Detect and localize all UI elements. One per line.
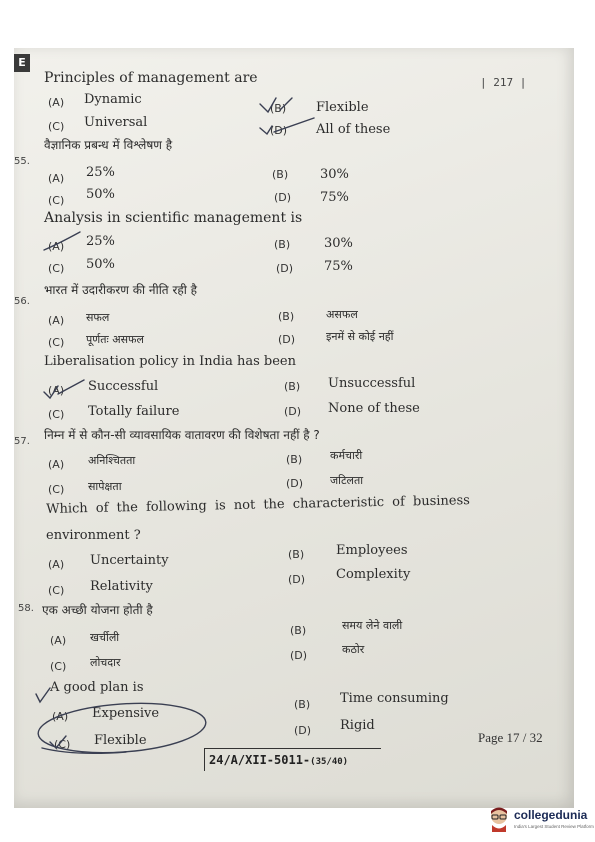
option-text: Totally failure	[88, 404, 180, 419]
page-reference: | 217 |	[480, 76, 527, 89]
option-text: 30%	[324, 236, 353, 251]
exam-page	[14, 48, 574, 808]
tick-mark-q55	[44, 232, 80, 250]
option-label: (C)	[48, 194, 65, 207]
watermark	[488, 806, 594, 836]
tick-mark-q58-stem	[36, 688, 50, 702]
option-label: (D)	[284, 405, 302, 418]
option-text: All of these	[316, 122, 391, 137]
option-text: 30%	[320, 167, 349, 182]
option-label: (A)	[48, 314, 65, 327]
question-stem-hi: वैज्ञानिक प्रबन्ध में विश्लेषण है	[44, 138, 173, 152]
watermark-tagline: India's Largest Student Review Platform	[514, 824, 594, 829]
option-text: Relativity	[90, 579, 153, 594]
option-text: लोचदार	[90, 656, 121, 669]
question-stem-en: Principles of management are	[44, 70, 258, 86]
option-label: (D)	[286, 477, 304, 490]
strike-q1-b	[280, 98, 292, 110]
option-text: 25%	[86, 234, 115, 249]
option-label: (B)	[274, 238, 291, 251]
question-number: 56.	[14, 296, 30, 307]
option-label: (D)	[288, 573, 306, 586]
option-label: (C)	[48, 584, 65, 597]
option-text: सफल	[86, 311, 110, 324]
option-label: (A)	[48, 384, 65, 397]
option-label: (B)	[290, 624, 307, 637]
option-text: Flexible	[316, 100, 369, 115]
option-label: (C)	[48, 262, 65, 275]
exam-code-main: 24/A/XII-5011-	[209, 753, 311, 767]
option-text: Uncertainty	[90, 553, 169, 568]
option-text: Rigid	[340, 718, 375, 733]
option-text: Complexity	[336, 567, 411, 582]
option-label: (A)	[48, 458, 65, 471]
option-text: खर्चीली	[90, 631, 120, 644]
option-text: Expensive	[92, 706, 160, 721]
option-label: (D)	[270, 124, 288, 137]
tick-mark-q1-b	[260, 98, 276, 112]
underline-q58	[42, 748, 126, 753]
question-number: 57.	[14, 436, 30, 447]
question-number: 58.	[18, 603, 34, 614]
option-text: Successful	[88, 379, 159, 394]
page-number: Page 17 / 32	[478, 730, 543, 745]
option-label: (A)	[50, 634, 67, 647]
option-label: (C)	[48, 120, 65, 133]
option-text: None of these	[328, 401, 420, 416]
option-text: Flexible	[94, 733, 147, 748]
question-number: 55.	[14, 156, 30, 167]
option-text: Time consuming	[340, 691, 449, 706]
option-text: 75%	[324, 259, 353, 274]
exam-code-small: (35/40)	[310, 757, 349, 767]
option-label: (A)	[48, 558, 65, 571]
mascot-icon	[488, 806, 510, 832]
option-text: इनमें से कोई नहीं	[326, 330, 394, 343]
option-label: (B)	[286, 453, 303, 466]
option-label: (A)	[48, 240, 65, 253]
option-label: (C)	[54, 738, 71, 751]
question-stem-hi: भारत में उदारीकरण की नीति रही है	[44, 283, 198, 297]
option-text: कठोर	[342, 643, 365, 656]
corner-mark: E	[14, 54, 30, 72]
option-text: Employees	[336, 543, 408, 558]
option-label: (C)	[48, 483, 65, 496]
option-label: (D)	[294, 724, 312, 737]
option-text: 50%	[86, 257, 115, 272]
option-text: 50%	[86, 187, 115, 202]
question-stem-en: Liberalisation policy in India has been	[44, 354, 296, 369]
option-label: (B)	[272, 168, 289, 181]
option-label: (C)	[48, 408, 65, 421]
option-text: सापेक्षता	[88, 480, 122, 493]
option-label: (B)	[270, 102, 287, 115]
circle-q58-answer	[37, 698, 208, 758]
question-stem-en-cont: environment ?	[46, 528, 141, 543]
option-text: असफल	[326, 308, 358, 321]
option-label: (D)	[274, 191, 292, 204]
option-label: (C)	[50, 660, 67, 673]
option-label: (B)	[284, 380, 301, 393]
option-text: Dynamic	[84, 92, 142, 107]
question-stem-hi: एक अच्छी योजना होती है	[42, 603, 153, 617]
option-text: 25%	[86, 165, 115, 180]
question-stem-en: A good plan is	[50, 680, 144, 695]
option-label: (B)	[278, 310, 295, 323]
tick-mark-q56	[44, 380, 84, 398]
option-label: (A)	[52, 710, 69, 723]
option-text: 75%	[320, 190, 349, 205]
option-label: (D)	[278, 333, 296, 346]
option-label: (B)	[294, 698, 311, 711]
option-text: जटिलता	[330, 474, 364, 487]
option-text: Unsuccessful	[328, 376, 416, 391]
option-label: (C)	[48, 336, 65, 349]
option-label: (B)	[288, 548, 305, 561]
question-stem-hi: निम्न में से कौन-सी व्यावसायिक वातावरण की विशेषता नहीं है ?	[44, 428, 320, 442]
watermark-brand: collegedunia	[514, 808, 588, 822]
question-stem-en: Analysis in scientific management is	[44, 210, 303, 226]
option-label: (A)	[48, 96, 65, 109]
option-label: (D)	[290, 649, 308, 662]
option-label: (A)	[48, 172, 65, 185]
option-text: Universal	[84, 115, 148, 130]
option-label: (D)	[276, 262, 294, 275]
option-text: कर्मचारी	[330, 449, 363, 462]
question-stem-en: Which of the following is not the characteristic of business	[46, 493, 471, 517]
option-text: समय लेने वाली	[342, 619, 403, 632]
tick-mark-q1-d	[260, 118, 314, 134]
option-text: अनिश्चितता	[88, 454, 136, 467]
pen-marks	[14, 48, 574, 808]
option-text: पूर्णतः असफल	[86, 333, 144, 346]
